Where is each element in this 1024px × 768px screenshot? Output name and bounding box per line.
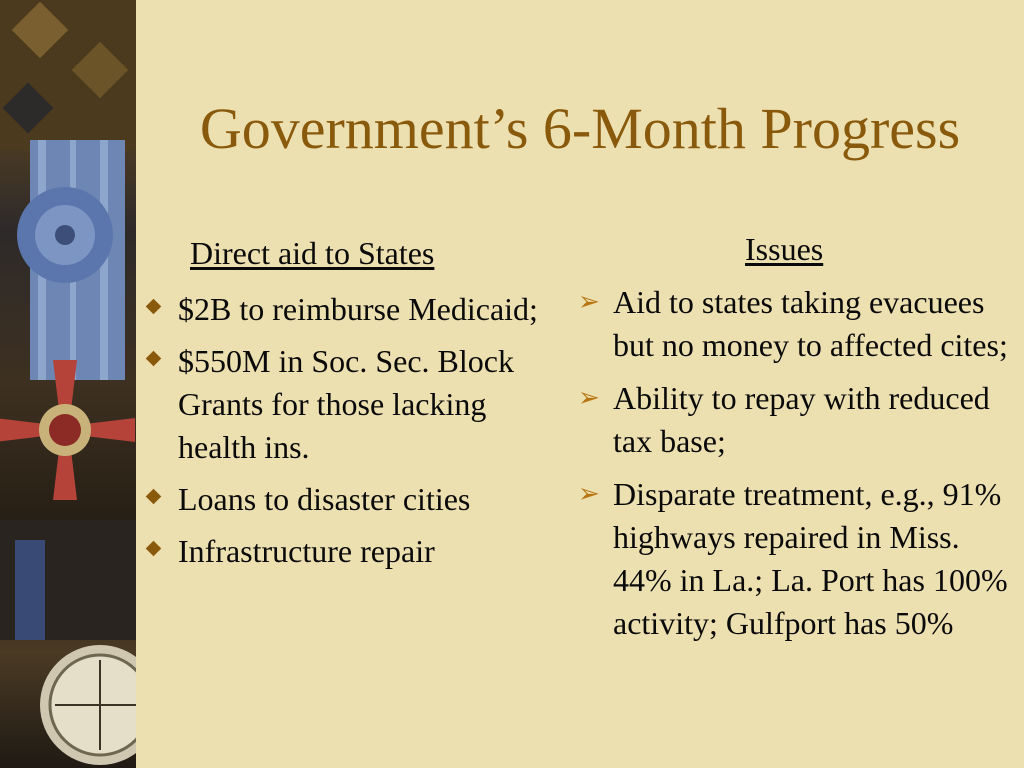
arrowhead-icon: ➢ xyxy=(578,287,600,317)
medal-collage-image xyxy=(0,0,136,768)
list-item xyxy=(140,340,550,469)
list-item-text: Disparate treatment, e.g., 91% highways repaired in Miss. 44% in La.; La. Port has 100% activity; Gulfport has 50% xyxy=(613,476,1008,641)
list-item xyxy=(140,288,550,331)
list-item-text: Aid to states taking evacuees but no money to affected cites; xyxy=(613,284,1008,363)
diamond-icon xyxy=(146,351,162,367)
list-item xyxy=(576,281,1021,367)
diamond-icon xyxy=(146,489,162,505)
list-item-text: $550M in Soc. Sec. Block Grants for those lacking health ins. xyxy=(178,343,514,465)
left-bullet-list xyxy=(140,288,550,582)
list-item xyxy=(140,530,550,573)
diamond-icon xyxy=(146,299,162,315)
list-item-text: Infrastructure repair xyxy=(178,533,435,569)
arrowhead-icon: ➢ xyxy=(578,479,600,509)
slide-title: Government’s 6-Month Progress xyxy=(199,96,961,161)
list-item-text: $2B to reimburse Medicaid; xyxy=(178,291,538,327)
list-item xyxy=(576,377,1021,463)
list-item xyxy=(576,473,1021,645)
decorative-medal-strip xyxy=(0,0,136,768)
list-item xyxy=(140,478,550,521)
list-item-text: Ability to repay with reduced tax base; xyxy=(613,380,990,459)
right-column-heading: Issues xyxy=(745,231,824,267)
diamond-icon xyxy=(146,541,162,557)
list-item-text: Loans to disaster cities xyxy=(178,481,471,517)
right-bullet-list xyxy=(576,281,1021,655)
arrowhead-icon: ➢ xyxy=(578,383,600,413)
left-column-heading: Direct aid to States xyxy=(190,235,435,271)
